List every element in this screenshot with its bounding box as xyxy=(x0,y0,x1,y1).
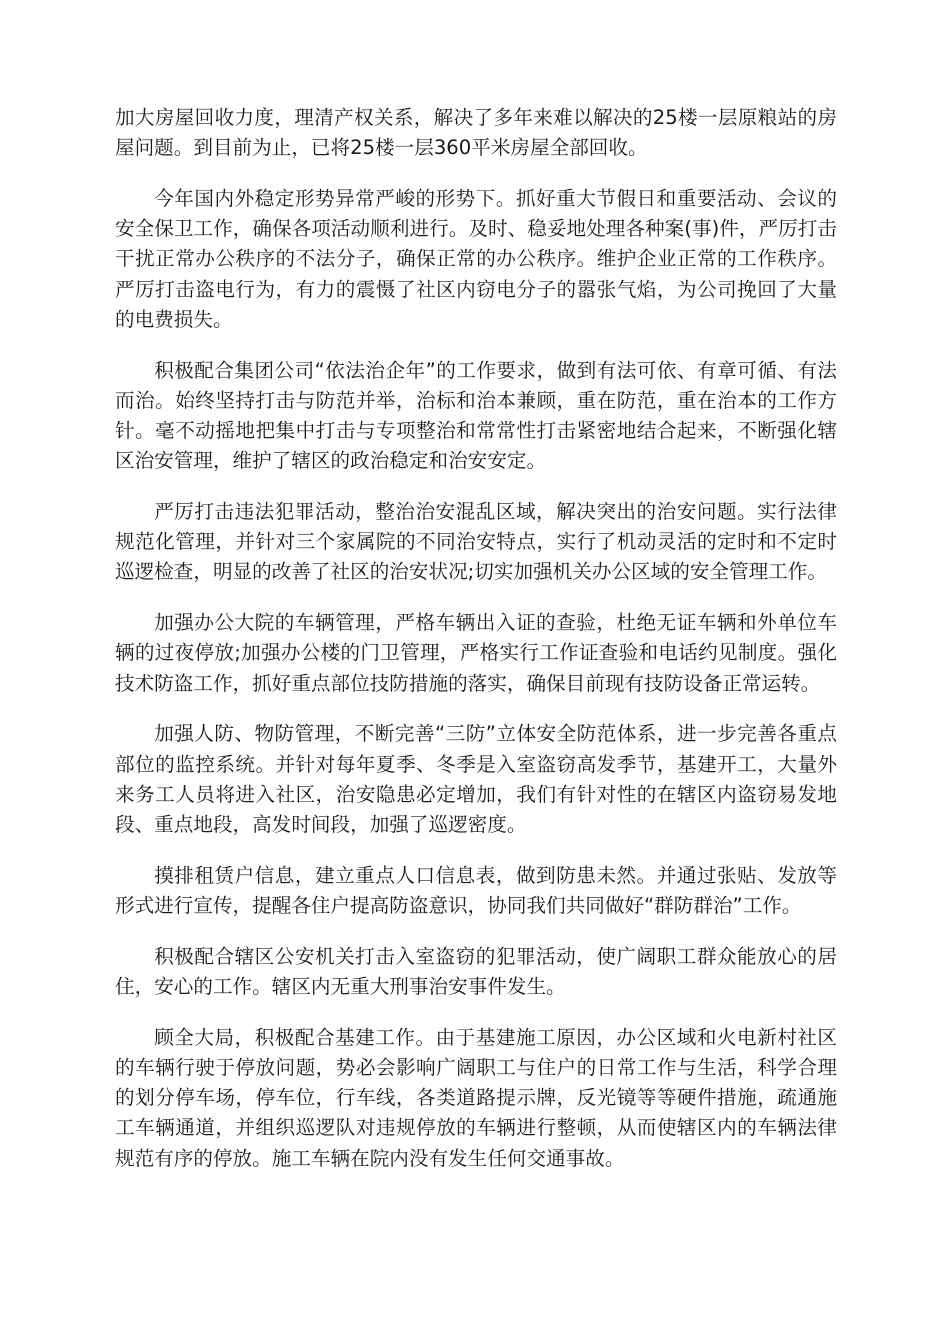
paragraph-8: 积极配合辖区公安机关打击入室盗窃的犯罪活动，使广阔职工群众能放心的居住，安心的工作。辖区内无重大刑事治安事件发生。 xyxy=(115,944,837,999)
paragraph-7: 摸排租赁户信息，建立重点人口信息表，做到防患未然。并通过张贴、发放等形式进行宣传，提醒各住户提高防盗意识，协同我们共同做好“群防群治”工作。 xyxy=(115,863,837,918)
paragraph-4: 严厉打击违法犯罪活动，整治治安混乱区域，解决突出的治安问题。实行法律规范化管理，并针对三个家属院的不同治安特点，实行了机动灵活的定时和不定时巡逻检查，明显的改善了社区的治安状况;切实加强机关办公区域的安全管理工作。 xyxy=(115,500,837,584)
paragraph-9: 顾全大局，积极配合基建工作。由于基建施工原因，办公区域和火电新村社区的车辆行驶于停放问题，势必会影响广阔职工与住户的日常工作与生活，科学合理的划分停车场，停车位，行车线，各类道路提示牌，反光镜等等硬件措施，疏通施工车辆通道，并组织巡逻队对违规停放的车辆进行整顿，从而使辖区内的车辆法律规范有序的停放。施工车辆在院内没有发生任何交通事故。 xyxy=(115,1025,837,1170)
paragraph-6: 加强人防、物防管理，不断完善“三防”立体安全防范体系，进一步完善各重点部位的监控系统。并针对每年夏季、冬季是入室盗窃高发季节，基建开工，大量外来务工人员将进入社区，治安隐患必定增加，我们有针对性的在辖区内盗窃易发地段、重点地段，高发时间段，加强了巡逻密度。 xyxy=(115,722,837,837)
paragraph-3: 积极配合集团公司“依法治企年”的工作要求，做到有法可依、有章可循、有法而治。始终坚持打击与防范并举，治标和治本兼顾，重在防范，重在治本的工作方针。毫不动摇地把集中打击与专项整治和常常性打击紧密地结合起来，不断强化辖区治安管理，维护了辖区的政治稳定和治安安定。 xyxy=(115,358,837,473)
paragraph-1: 加大房屋回收力度，理清产权关系，解决了多年来难以解决的25楼一层原粮站的房屋问题。到目前为止，已将25楼一层360平米房屋全部回收。 xyxy=(115,106,837,160)
document-body xyxy=(115,103,837,1194)
paragraph-5: 加强办公大院的车辆管理，严格车辆出入证的查验，杜绝无证车辆和外单位车辆的过夜停放;加强办公楼的门卫管理，严格实行工作证查验和电话约见制度。强化技术防盗工作，抓好重点部位技防措施的落实，确保目前现有技防设备正常运转。 xyxy=(115,611,837,695)
paragraph-2: 今年国内外稳定形势异常严峻的形势下。抓好重大节假日和重要活动、会议的安全保卫工作，确保各项活动顺利进行。及时、稳妥地处理各种案(事)件，严厉打击干扰正常办公秩序的不法分子，确保正常的办公秩序。维护企业正常的工作秩序。严厉打击盗电行为，有力的震慑了社区内窃电分子的嚣张气焰，为公司挽回了大量的电费损失。 xyxy=(115,187,837,331)
